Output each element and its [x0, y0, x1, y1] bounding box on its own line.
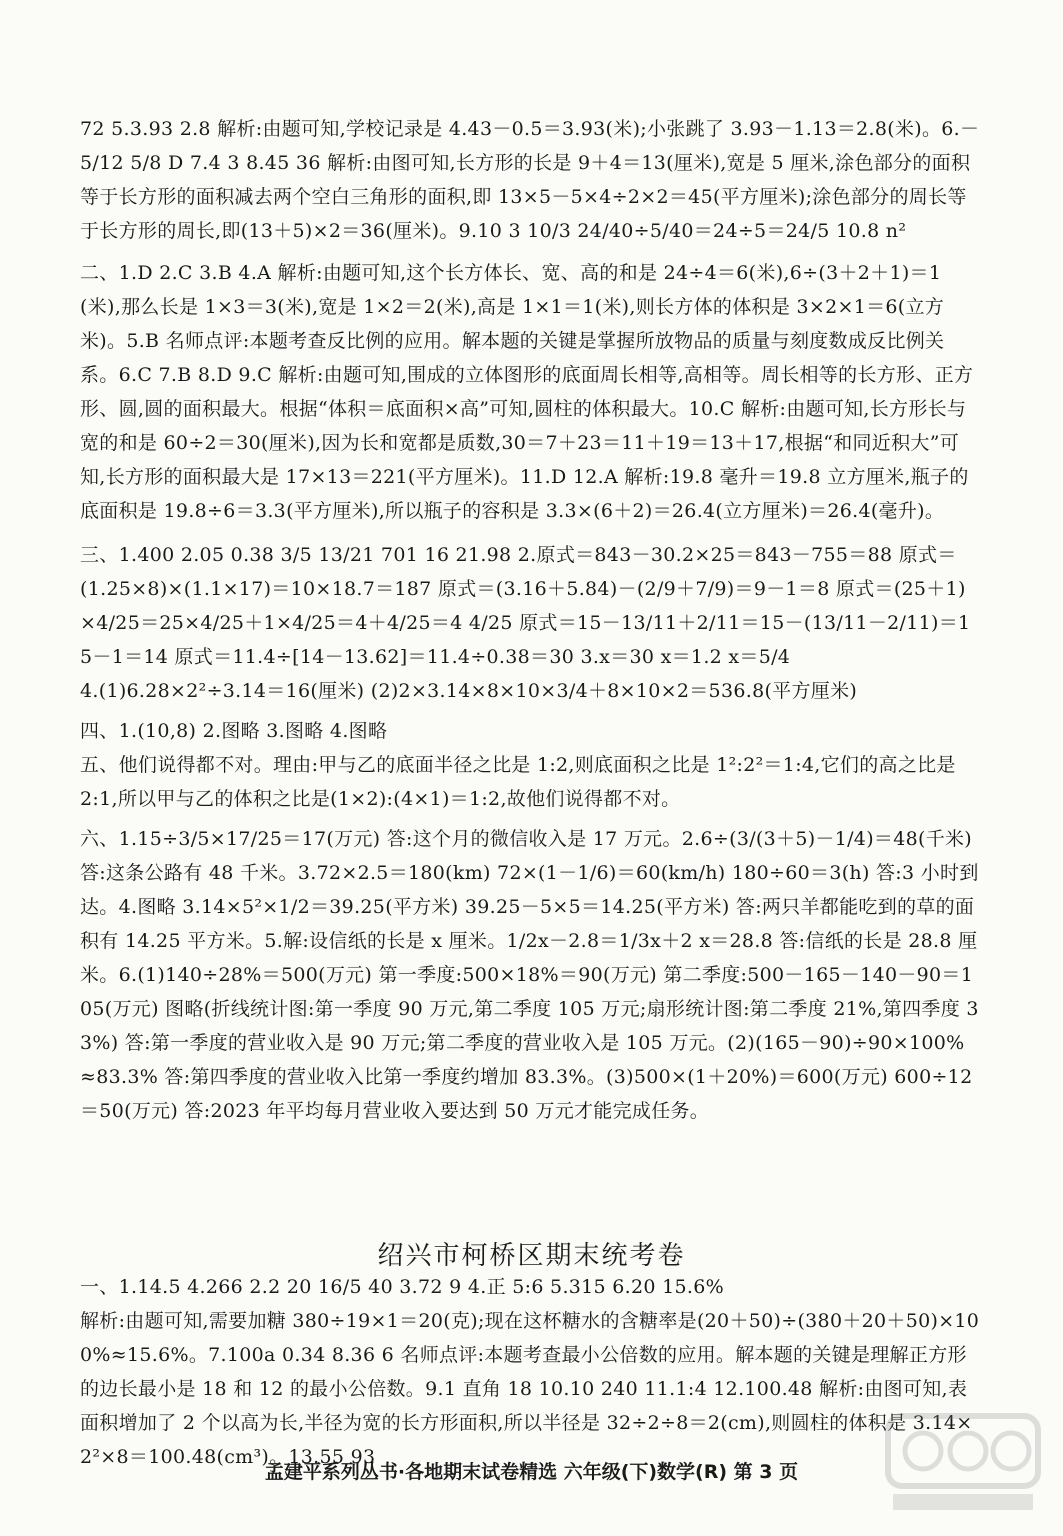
paragraph-calculation: 三、1.400 2.05 0.38 3/5 13/21 701 16 21.98 2.原式＝843－30.2×25＝843－755＝88 原式＝(1.25×8)×(1.1×17)＝10×18.7＝187 原式＝(3.16＋5.84)－(2/9＋7/9)＝9－1＝8 原式＝(25＋1)×4/25＝25×4/25＋1×4/25＝4＋4/25＝4 4/25 原式＝15－13/11＋2/11＝15－(13/11－2/11)＝15－1＝14 原式＝11.4÷[14－13.62]＝11.4÷0.38＝30 3.x＝30 x＝1.2 x＝5/4: [80, 544, 971, 668]
paragraph-calc-q4: 4.(1)6.28×2²÷3.14＝16(厘米) (2)2×3.14×8×10×3/4＋8×10×2＝536.8(平方厘米): [80, 680, 858, 702]
paragraph-second-1: 一、1.14.5 4.266 2.2 20 16/5 40 3.72 9 4.正 5:6 5.315 6.20 15.6%: [80, 1276, 724, 1298]
paragraph-fill-blank: 72 5.3.93 2.8 解析:由题可知,学校记录是 4.43－0.5＝3.93(米);小张跳了 3.93－1.13＝2.8(米)。6.－5/12 5/8 D 7.4 3 8.45 36 解析:由图可知,长方形的长是 9＋4＝13(厘米),宽是 5 厘米,涂色部分的面积等于长方形的面积减去两个空白三角形的面积,即 13×5－5×4÷2×2＝45(平方厘米);涂色部分的周长等于长方形的周长,即(13＋5)×2＝36(厘米)。9.10 3 10/3 24/40÷5/40＝24÷5＝24/5 10.8 n²: [80, 118, 980, 242]
watermark-logo-icon: [883, 1406, 1043, 1516]
paragraph-section-4: 四、1.(10,8) 2.图略 3.图略 4.图略: [80, 720, 388, 742]
section-main: [80, 112, 980, 1128]
exam-title: 绍兴市柯桥区期末统考卷: [377, 1241, 686, 1271]
paragraph-section-6: 六、1.15÷3/5×17/25＝17(万元) 答:这个月的微信收入是 17 万元。2.6÷(3/(3＋5)－1/4)＝48(千米) 答:这条公路有 48 千米。3.72×2.5＝180(km) 72×(1－1/6)＝60(km/h) 180÷60＝3(h) 答:3 小时到达。4.图略 3.14×5²×1/2＝39.25(平方米) 39.25－5×5＝14.25(平方米) 答:两只羊都能吃到的草的面积有 14.25 平方米。5.解:设信纸的长是 x 厘米。1/2x－2.8＝1/3x＋2 x＝28.8 答:信纸的长是 28.8 厘米。6.(1)140÷28%＝500(万元) 第一季度:500×18%＝90(万元) 第二季度:500－165－140－90＝105(万元) 图略(折线统计图:第一季度 90 万元,第二季度 105 万元;扇形统计图:第二季度 21%,第四季度 33%) 答:第一季度的营业收入是 90 万元;第二季度的营业收入是 105 万元。(2)(165－90)÷90×100%≈83.3% 答:第四季度的营业收入比第一季度约增加 83.3%。(3)500×(1＋20%)＝600(万元) 600÷12＝50(万元) 答:2023 年平均每月营业收入要达到 50 万元才能完成任务。: [80, 828, 979, 1122]
paragraph-choice: 二、1.D 2.C 3.B 4.A 解析:由题可知,这个长方体长、宽、高的和是 24÷4＝6(米),6÷(3＋2＋1)＝1(米),那么长是 1×3＝3(米),宽是 1×2＝2(米),高是 1×1＝1(米),则长方体的体积是 3×2×1＝6(立方米)。5.B 名师点评:本题考查反比例的应用。解本题的关键是掌握所放物品的质量与刻度数成反比例关系。6.C 7.B 8.D 9.C 解析:由题可知,围成的立体图形的底面周长相等,高相等。周长相等的长方形、正方形、圆,圆的面积最大。根据“体积＝底面积×高”可知,圆柱的体积最大。10.C 解析:由题可知,长方形长与宽的和是 60÷2＝30(厘米),因为长和宽都是质数,30＝7＋23＝11＋19＝13＋17,根据“和同近积大”可知,长方形的面积最大是 17×13＝221(平方厘米)。11.D 12.A 解析:19.8 毫升＝19.8 立方厘米,瓶子的底面积是 19.8÷6＝3.3(平方厘米),所以瓶子的容积是 3.3×(6＋2)＝26.4(立方厘米)＝26.4(毫升)。: [80, 262, 974, 522]
paragraph-section-5: 五、他们说得都不对。理由:甲与乙的底面半径之比是 1:2,则底面积之比是 1²:2²＝1:4,它们的高之比是 2:1,所以甲与乙的体积之比是(1×2):(4×1)＝1:2,故他们说得都不对。: [80, 754, 956, 810]
page-footer: 孟建平系列丛书·各地期末试卷精选 六年级(下)数学(R) 第 3 页: [264, 1461, 799, 1483]
paragraph-second-2: 解析:由题可知,需要加糖 380÷19×1＝20(克);现在这杯糖水的含糖率是(20＋50)÷(380＋20＋50)×100%≈15.6%。7.100a 0.34 8.36 6 名师点评:本题考查最小公倍数的应用。解本题的关键是理解正方形的边长最小是 18 和 12 的最小公倍数。9.1 直角 18 10.10 240 11.1:4 12.100.48 解析:由图可知,表面积增加了 2 个以高为长,半径为宽的长方形面积,所以半径是 32÷2÷8＝2(cm),则圆柱的体积是 3.14×2²×8＝100.48(cm³)。13.55 93: [80, 1310, 980, 1468]
section-second: [80, 1270, 980, 1474]
